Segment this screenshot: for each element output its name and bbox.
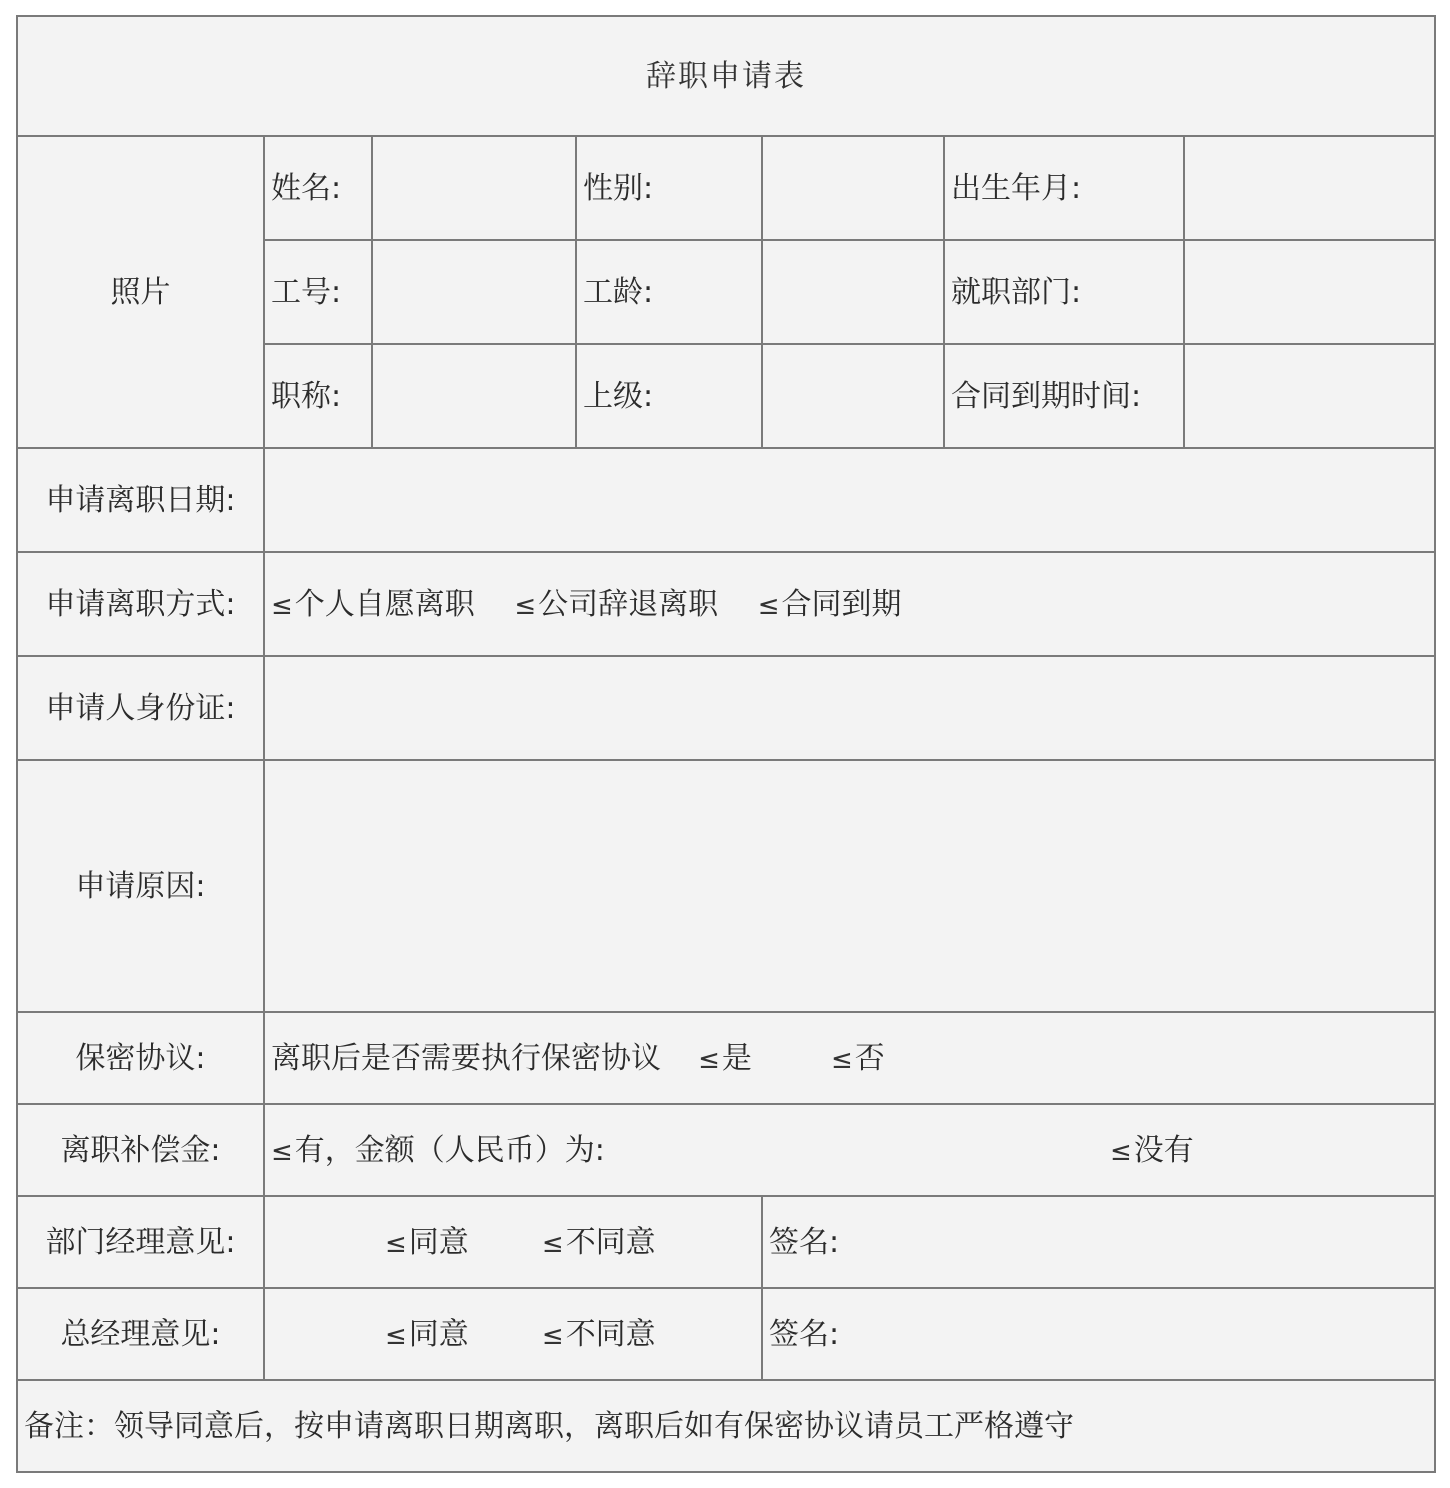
leave-method-voluntary[interactable]: ≤个人自愿离职 [271, 586, 475, 622]
employee-id-field[interactable] [372, 240, 576, 344]
checkbox-icon[interactable]: ≤ [271, 590, 293, 621]
department-label: 就职部门: [944, 240, 1184, 344]
leave-date-label: 申请离职日期: [17, 448, 264, 552]
checkbox-icon[interactable]: ≤ [271, 1136, 293, 1167]
checkbox-icon[interactable]: ≤ [541, 1320, 564, 1351]
reason-label: 申请原因: [17, 760, 264, 1012]
general-manager-options [264, 1288, 762, 1380]
superior-label: 上级: [576, 344, 762, 448]
compensation-has[interactable]: ≤有，金额（人民币）为: [271, 1132, 605, 1168]
form-title: 辞职申请表 [17, 16, 1435, 136]
leave-method-contract-end[interactable]: ≤合同到期 [757, 586, 902, 622]
dept-manager-signature[interactable]: 签名: [762, 1196, 1435, 1288]
checkbox-icon[interactable]: ≤ [385, 1228, 407, 1259]
position-field[interactable] [372, 344, 576, 448]
dept-manager-options [264, 1196, 762, 1288]
leave-method-label: 申请离职方式: [17, 552, 264, 656]
birth-field[interactable] [1184, 136, 1435, 240]
confidentiality-options [264, 1012, 1435, 1104]
general-manager-agree[interactable]: ≤同意 [385, 1316, 469, 1352]
seniority-label: 工龄: [576, 240, 762, 344]
checkbox-icon[interactable]: ≤ [541, 1228, 564, 1259]
general-manager-label: 总经理意见: [17, 1288, 264, 1380]
dept-manager-disagree[interactable]: ≤不同意 [541, 1224, 656, 1260]
checkbox-icon[interactable]: ≤ [1110, 1136, 1132, 1167]
checkbox-icon[interactable]: ≤ [385, 1320, 407, 1351]
position-label: 职称: [264, 344, 372, 448]
reason-field[interactable] [264, 760, 1435, 1012]
contract-end-label: 合同到期时间: [944, 344, 1184, 448]
dept-manager-agree[interactable]: ≤同意 [385, 1224, 469, 1260]
photo-cell[interactable]: 照片 [17, 136, 264, 448]
remarks-note: 备注：领导同意后，按申请离职日期离职，离职后如有保密协议请员工严格遵守 [17, 1380, 1435, 1472]
id-card-field[interactable] [264, 656, 1435, 760]
id-card-label: 申请人身份证: [17, 656, 264, 760]
name-label: 姓名: [264, 136, 372, 240]
checkbox-icon[interactable]: ≤ [514, 590, 537, 621]
name-field[interactable] [372, 136, 576, 240]
checkbox-icon[interactable]: ≤ [757, 590, 780, 621]
confidentiality-no[interactable]: ≤否 [830, 1040, 885, 1076]
department-field[interactable] [1184, 240, 1435, 344]
confidentiality-question: 离职后是否需要执行保密协议 [271, 1040, 661, 1076]
compensation-options [264, 1104, 1435, 1196]
dept-manager-label: 部门经理意见: [17, 1196, 264, 1288]
employee-id-label: 工号: [264, 240, 372, 344]
contract-end-field[interactable] [1184, 344, 1435, 448]
general-manager-signature[interactable]: 签名: [762, 1288, 1435, 1380]
compensation-none[interactable]: ≤没有 [1110, 1132, 1194, 1168]
superior-field[interactable] [762, 344, 944, 448]
leave-method-options [264, 552, 1435, 656]
checkbox-icon[interactable]: ≤ [830, 1044, 853, 1075]
confidentiality-yes[interactable]: ≤是 [698, 1040, 752, 1076]
general-manager-disagree[interactable]: ≤不同意 [541, 1316, 656, 1352]
leave-date-field[interactable] [264, 448, 1435, 552]
gender-field[interactable] [762, 136, 944, 240]
birth-label: 出生年月: [944, 136, 1184, 240]
confidentiality-label: 保密协议: [17, 1012, 264, 1104]
form-table [16, 15, 1436, 1473]
resignation-form [16, 15, 1434, 1473]
gender-label: 性别: [576, 136, 762, 240]
compensation-label: 离职补偿金: [17, 1104, 264, 1196]
checkbox-icon[interactable]: ≤ [698, 1044, 720, 1075]
leave-method-dismissed[interactable]: ≤公司辞退离职 [514, 586, 719, 622]
seniority-field[interactable] [762, 240, 944, 344]
